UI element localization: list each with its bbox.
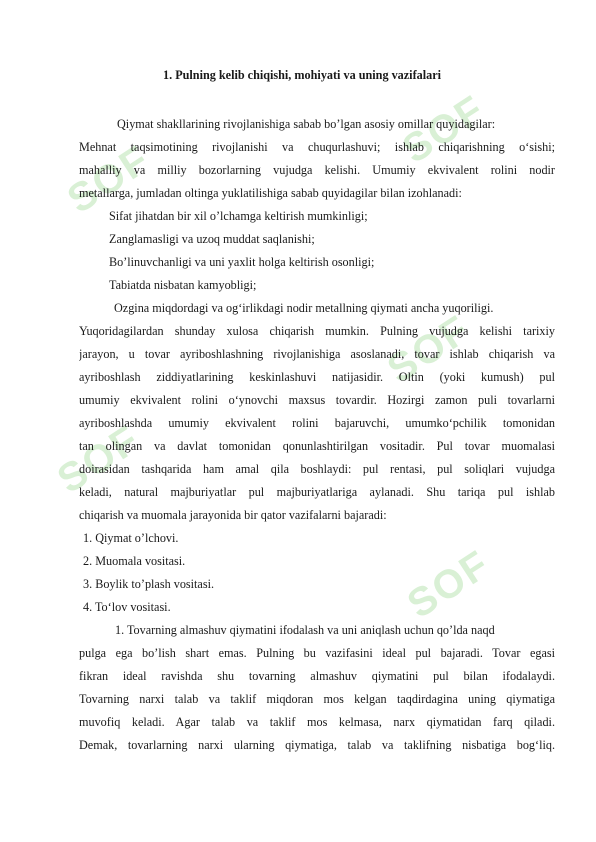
list-item: Zanglamasligi va uzoq muddat saqlanishi;: [109, 232, 315, 246]
watermark: SOF: [60, 136, 158, 222]
paragraph-line: doirasidan tashqarida ham amal qila boshlaydi: pul rentasi, pul soliqlari vujudga: [79, 462, 555, 476]
paragraph-line: Tovarning narxi talab va taklif miqdoran mos kelgan taqdirdagina uning qiymatiga: [79, 692, 555, 706]
paragraph-line: Qiymat shakllarining rivojlanishiga sabab bo’lgan asosiy omillar quyidagilar:: [117, 117, 496, 131]
list-item: Sifat jihatdan bir xil o’lchamga keltirish mumkinligi;: [109, 209, 368, 223]
paragraph-line: Yuqoridagilardan shunday xulosa chiqarish mumkin. Pulning vujudga kelishi tarixiy: [79, 324, 555, 338]
paragraph-line: muvofiq keladi. Agar talab va taklif mos kelmasa, narx qiymatidan farq qiladi.: [79, 715, 555, 729]
paragraph-line: Ozgina miqdordagi va og‘irlikdagi nodir metallning qiymati ancha yuqoriligi.: [114, 301, 494, 315]
paragraph-line: 1. Tovarning almashuv qiymatini ifodalash va uni aniqlash uchun qo’lda naqd: [115, 623, 495, 637]
watermark: SOF: [400, 541, 498, 627]
list-item: Bo’linuvchanligi va uni yaxlit holga keltirish osonligi;: [109, 255, 375, 269]
watermark: SOF: [395, 86, 493, 172]
numbered-item: 1. Qiymat o’lchovi.: [83, 531, 179, 545]
paragraph-line: keladi, natural majburiyatlar pul majburiyatlariga aylanadi. Shu tariqa pul ishlab: [79, 485, 555, 499]
numbered-item: 2. Muomala vositasi.: [83, 554, 186, 568]
paragraph-line: Mehnat taqsimotining rivojlanishi va chuqurlashuvi; ishlab chiqarishning o‘sishi;: [79, 140, 555, 154]
paragraph-line: tan olingan va davlat tomonidan qonunlashtirilgan vositadir. Pul tovar muomalasi: [79, 439, 555, 453]
numbered-item: 4. To‘lov vositasi.: [83, 600, 171, 614]
watermark: SOF: [380, 306, 478, 392]
paragraph-line: Demak, tovarlarning narxi ularning qiymatiga, talab va taklifning nisbatiga bog‘liq.: [79, 738, 555, 752]
watermark: SOF: [50, 416, 148, 502]
paragraph-line: umumiy ekvivalent rolini o‘ynovchi maxsus tovardir. Hozirgi zamon puli tovarlarni: [79, 393, 555, 407]
paragraph-line: ayriboshlash ziddiyatlarining keskinlashuvi natijasidir. Oltin (yoki kumush) pul: [79, 370, 555, 384]
paragraph-line: pulga ega bo’lish shart emas. Pulning bu vazifasini ideal pul bajaradi. Tovar egasi: [79, 646, 555, 660]
paragraph-line: jarayon, u tovar ayriboshlashning rivojlanishiga asoslanadi, tovar ishlab chiqarish va: [79, 347, 555, 361]
list-item: Tabiatda nisbatan kamyobligi;: [109, 278, 257, 292]
paragraph-line: mahalliy va milliy bozorlarning vujudga kelishi. Umumiy ekvivalent rolini nodir: [79, 163, 555, 177]
paragraph-line: metallarga, jumladan oltinga yuklatilishiga sabab quyidagilar bilan izohlanadi:: [79, 186, 462, 200]
section-title: 1. Pulning kelib chiqishi, mohiyati va uning vazifalari: [163, 68, 441, 82]
paragraph-line: chiqarish va muomala jarayonida bir qator vazifalarni bajaradi:: [79, 508, 387, 522]
paragraph-line: fikran ideal ravishda shu tovarning almashuv qiymatini pul bilan ifodalaydi.: [79, 669, 555, 683]
paragraph-line: ayriboshlashda umumiy ekvivalent rolini bajaruvchi, umumko‘pchilik tomonidan: [79, 416, 555, 430]
numbered-item: 3. Boylik to’plash vositasi.: [83, 577, 215, 591]
